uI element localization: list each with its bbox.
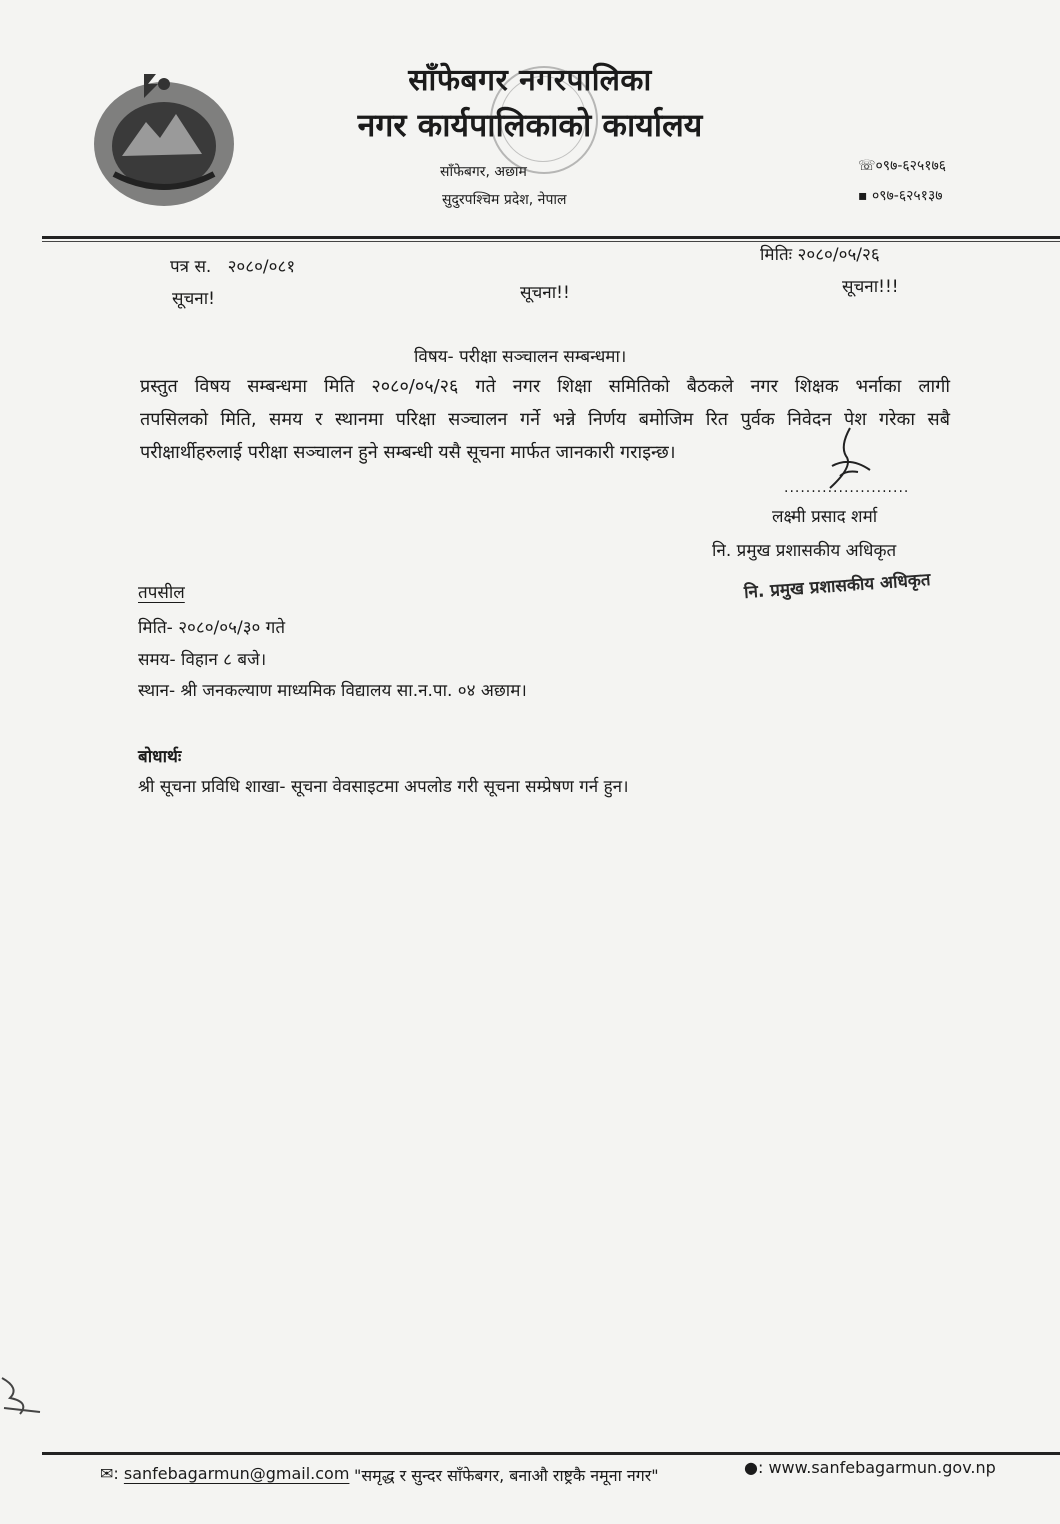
header-divider [42, 236, 1060, 239]
signatory-name: लक्ष्मी प्रसाद शर्मा [772, 507, 878, 527]
notice-3: सूचना!!! [842, 277, 899, 297]
letter-date-value: २०८०/०५/२६ [797, 245, 880, 265]
designation-stamp: नि. प्रमुख प्रशासकीय अधिकृत [743, 569, 932, 603]
signature-dotted-line: ....................... [784, 480, 910, 496]
schedule-date: मिति- २०८०/०५/३० गते [138, 618, 286, 638]
email-icon: ✉ [100, 1464, 114, 1483]
cc-heading: बोधार्थः [138, 747, 182, 767]
footer-email: ✉: sanfebagarmun@gmail.com [100, 1464, 350, 1483]
letter-subject: विषय- परीक्षा सञ्चालन सम्बन्धमा। [414, 347, 627, 367]
letter-number-label: पत्र स. [170, 257, 212, 277]
office-title-line1: साँफेबगर नगरपालिका [408, 63, 652, 98]
government-emblem [84, 64, 244, 210]
fax-number: ०९७-६२५१३७ [871, 188, 943, 204]
schedule-time: समय- विहान ८ बजे। [138, 650, 267, 670]
fax-contact [858, 186, 943, 205]
globe-icon: ● [744, 1458, 758, 1477]
notice-2: सूचना!! [520, 283, 570, 303]
letter-number-value: २०८०/०८१ [227, 257, 296, 277]
letter-date [760, 242, 880, 265]
office-address-line2: सुदुरपश्चिम प्रदेश, नेपाल [442, 192, 567, 208]
office-address-line1: साँफेबगर, अछाम [440, 164, 527, 180]
footer-website [744, 1458, 996, 1477]
footer-divider [42, 1452, 1060, 1455]
signatory-designation: नि. प्रमुख प्रशासकीय अधिकृत [712, 541, 897, 561]
phone-number: ०९७-६२५१७६ [875, 158, 947, 174]
office-title-line2: नगर कार्यपालिकाको कार्यालय [357, 106, 703, 144]
phone-icon: ☏ [858, 158, 876, 174]
phone-contact [858, 156, 946, 175]
footer-slogan: "समृद्ध र सुन्दर साँफेबगर, बनाऔ राष्ट्रकै नमूना नगर" [354, 1466, 659, 1485]
body-line-1: प्रस्तुत विषय सम्बन्धमा मिति २०८०/०५/२६ गते नगर शिक्षा समितिको बैठकले नगर शिक्षक भर्नाका लागी [140, 376, 950, 397]
body-line-3: परीक्षार्थीहरुलाई परीक्षा सञ्चालन हुने सम्बन्धी यसै सूचना मार्फत जानकारी गराइन्छ। [140, 442, 676, 463]
body-line-2: तपसिलको मिति, समय र स्थानमा परिक्षा सञ्चालन गर्ने भन्ने निर्णय बमोजिम रित पुर्वक निवेदन पेश गरेका सबै [140, 409, 950, 430]
page-edge-mark [0, 1368, 60, 1428]
cc-line: श्री सूचना प्रविधि शाखा- सूचना वेवसाइटमा अपलोड गरी सूचना सम्प्रेषण गर्न हुन। [138, 777, 629, 797]
letter-date-label: मितिः [760, 245, 793, 265]
schedule-heading: तपसील [138, 583, 185, 603]
notice-1: सूचना! [172, 289, 215, 309]
footer-email-text[interactable]: sanfebagarmun@gmail.com [123, 1464, 350, 1483]
fax-icon: ▪ [858, 188, 868, 204]
office-seal-inner-ring [500, 76, 586, 162]
header-divider-thin [42, 241, 1060, 242]
footer-website-text[interactable]: : www.sanfebagarmun.gov.np [757, 1458, 996, 1477]
letter-number [170, 254, 295, 277]
schedule-venue: स्थान- श्री जनकल्याण माध्यमिक विद्यालय सा.न.पा. ०४ अछाम। [138, 681, 527, 701]
